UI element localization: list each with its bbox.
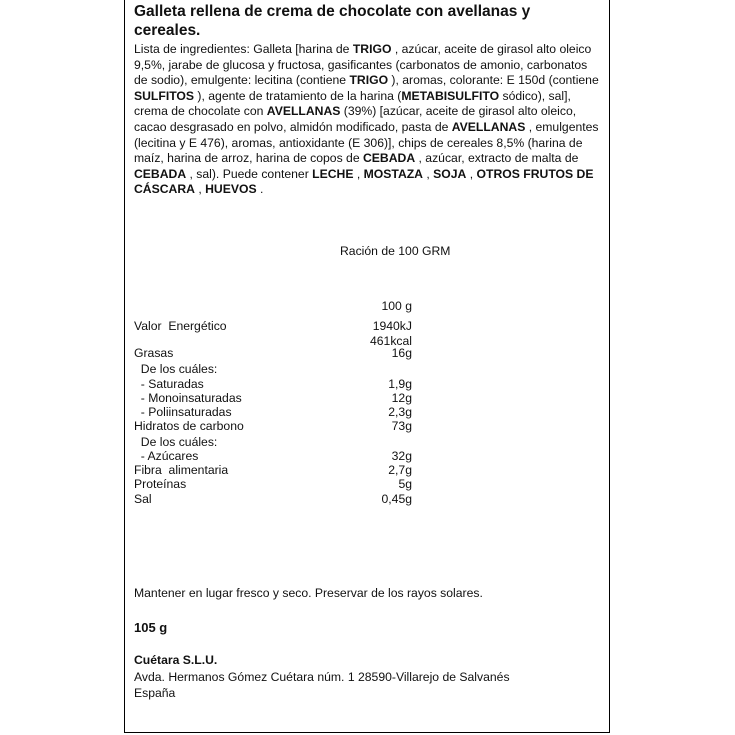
nutrient-value: 12g — [391, 391, 412, 405]
ingredient-text: ), agente de tratamiento de la harina ( — [194, 88, 402, 103]
nutrient-label: - Saturadas — [134, 377, 204, 391]
allergen: CEBADA — [363, 151, 416, 166]
allergen: OTROS FRUTOS DE CÁSCARA — [134, 166, 594, 197]
nutrient-label: Valor Energético — [134, 319, 227, 333]
address-line-1: Avda. Hermanos Gómez Cuétara núm. 1 28590-Villarejo de Salvanés — [134, 670, 510, 684]
ingredients-list — [134, 42, 604, 198]
ingredient-text: , — [466, 166, 477, 181]
ingredient-text: ), aromas, colorante: E 150d (contiene — [388, 73, 599, 88]
nutrient-value: 5g — [398, 477, 412, 491]
nutrient-label: Hidratos de carbono — [134, 419, 244, 433]
nutrient-value: 0,45g — [381, 492, 412, 506]
product-title: Galleta rellena de crema de chocolate con avellanas y cereales. — [134, 3, 531, 39]
allergen: AVELLANAS — [451, 119, 526, 134]
ingredient-text: , — [423, 166, 434, 181]
nutrient-label: Proteínas — [134, 477, 187, 491]
allergen: HUEVOS — [205, 182, 257, 197]
nutrient-value: 73g — [391, 419, 412, 433]
ingredient-text: , azúcar, extracto de malta de — [415, 151, 579, 166]
allergen: CEBADA — [134, 166, 187, 181]
nutrient-label: - Azúcares — [134, 449, 199, 463]
ingredient-text: sódico), sal], crema de chocolate con — [134, 88, 571, 119]
ingredient-text: , azúcar, aceite de girasol alto oleico 9,5%, jarabe de glucosa y fructosa, gasificantes (carbonatos de amonio, carbonatos de sodio), emulgente: lecitina (contiene — [134, 42, 592, 88]
manufacturer-name: Cuétara S.L.U. — [134, 653, 218, 667]
ingredient-text: , emulgentes (lecitina y E 476), aromas, antioxidante (E 306)], chips de cereales 8,5% (harina de maíz, harina de arroz, harina de copos de — [134, 119, 599, 166]
manufacturer-address — [134, 670, 510, 701]
ingredient-text: (39%) [azúcar, aceite de girasol alto oleico, cacao desgrasado en polvo, almidón modificado, pasta de — [134, 104, 577, 134]
nutrient-label: De los cuáles: — [134, 362, 218, 376]
nutrient-label: Sal — [134, 492, 152, 506]
ingredient-text: , — [194, 182, 206, 197]
nutrition-column-header: 100 g — [381, 299, 412, 313]
nutrient-value: 32g — [391, 449, 412, 463]
nutrient-label: De los cuáles: — [134, 435, 218, 449]
allergen: AVELLANAS — [266, 104, 341, 119]
nutrient-label: Fibra alimentaria — [134, 463, 229, 477]
nutrient-value: 1940kJ — [372, 319, 412, 333]
nutrient-value: 461kcal — [369, 334, 412, 348]
nutrient-value: 1,9g — [388, 377, 412, 391]
ingredient-text: . — [256, 182, 264, 197]
nutrient-label: - Monoinsaturadas — [134, 391, 242, 405]
nutrient-label: Grasas — [134, 346, 174, 360]
ingredient-text: , sal). Puede contener — [186, 166, 313, 181]
address-line-2: España — [134, 685, 176, 700]
allergen: TRIGO — [352, 42, 392, 56]
nutrient-value: 16g — [391, 346, 412, 360]
allergen: METABISULFITO — [401, 88, 500, 103]
allergen: TRIGO — [349, 73, 389, 88]
ingredient-text: , — [353, 166, 364, 181]
allergen: MOSTAZA — [363, 166, 423, 181]
storage-instructions: Mantener en lugar fresco y seco. Preservar de los rayos solares. — [134, 586, 483, 600]
allergen: SOJA — [433, 166, 467, 181]
allergen: LECHE — [312, 166, 354, 181]
nutrient-value: 2,7g — [388, 463, 412, 477]
nutrient-label: - Poliinsaturadas — [134, 405, 232, 419]
serving-size: Ración de 100 GRM — [340, 244, 451, 258]
ingredient-text: Lista de ingredientes: Galleta [harina de — [134, 42, 353, 56]
allergen: SULFITOS — [134, 88, 195, 103]
nutrient-value: 2,3g — [388, 405, 412, 419]
net-weight: 105 g — [134, 620, 168, 635]
